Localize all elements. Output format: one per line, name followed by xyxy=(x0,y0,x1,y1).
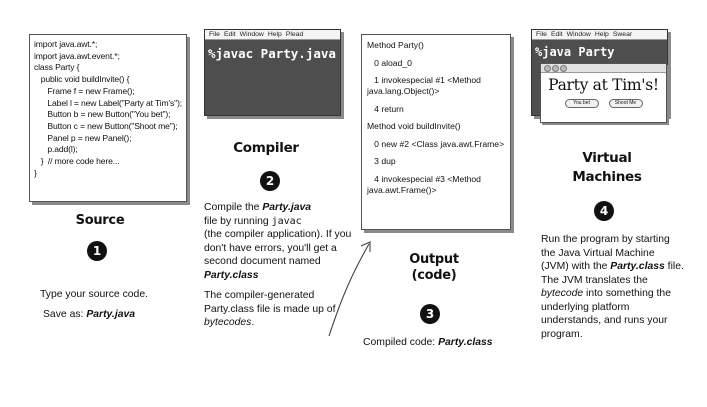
compile-source-filename: Party.java xyxy=(262,202,312,213)
flow-arrow xyxy=(325,232,385,342)
bytecode-line: Method void buildInvite() xyxy=(367,121,461,131)
menu-item-window[interactable]: Window xyxy=(239,31,264,38)
bytecode-output-card xyxy=(361,34,511,230)
step-3-badge: 3 xyxy=(420,304,440,324)
compiler-command: %javac Party.java xyxy=(208,46,336,61)
shoot-me-button[interactable]: Shoot Me xyxy=(609,99,643,108)
source-code-line: } // more code here... xyxy=(34,156,120,167)
source-code-line: Panel p = new Panel(); xyxy=(34,132,132,143)
menu-item-help[interactable]: Help xyxy=(594,31,609,38)
text-run: The compiler-generated Party.class file is made up of xyxy=(204,290,336,315)
vm-class-filename: Party.class xyxy=(610,261,665,272)
menu-item-file[interactable]: File xyxy=(536,31,547,38)
menu-item-swear[interactable]: Swear xyxy=(612,31,633,38)
source-code-line: Frame f = new Frame(); xyxy=(34,85,135,96)
compiler-label: Compiler xyxy=(233,140,299,156)
compiled-class-filename: Party.class xyxy=(204,269,259,281)
menu-item-help[interactable]: Help xyxy=(267,31,282,38)
source-code-card xyxy=(29,34,187,202)
you-bet-button[interactable]: You bet xyxy=(565,99,599,108)
close-icon[interactable] xyxy=(544,65,551,72)
menu-item-window[interactable]: Window xyxy=(566,31,591,38)
zoom-icon[interactable] xyxy=(560,65,567,72)
vm-menu-bar xyxy=(532,30,667,40)
menu-item-edit[interactable]: Edit xyxy=(550,31,563,38)
saveas-filename: Party.java xyxy=(86,308,136,320)
bytecode-line: 4 return xyxy=(367,103,404,114)
text-run: . xyxy=(251,317,255,328)
source-code-line: p.add(l); xyxy=(34,144,78,155)
source-code-line: import java.awt.*; xyxy=(34,39,98,49)
text-run: Run the program by starting the Java Virtual Machine (JVM) with the xyxy=(541,234,670,272)
menu-item-plead[interactable]: Plead xyxy=(285,31,304,38)
vm-label xyxy=(562,149,652,187)
text-run: file. The JVM translates the xyxy=(541,261,684,286)
compiler-terminal-window xyxy=(204,29,341,116)
source-code-lines xyxy=(34,39,186,179)
vm-label-line-2: Machines xyxy=(572,169,642,185)
bytecode-lines xyxy=(367,40,506,196)
party-app-window xyxy=(540,63,667,123)
source-code-line: } xyxy=(34,167,37,178)
bytecode-line: 0 aload_0 xyxy=(367,57,412,68)
bytecode-term: bytecode xyxy=(541,288,584,299)
source-code-line: public void buildInvite() { xyxy=(34,74,130,85)
bytecode-line: 1 invokespecial #1 <Method java.lang.Object()> xyxy=(367,75,484,96)
step-2-badge: 2 xyxy=(260,171,280,191)
output-filename: Party.class xyxy=(438,337,493,348)
saveas-prefix: Save as: xyxy=(43,308,87,320)
step-1-badge: 1 xyxy=(87,241,107,261)
source-code-line: import java.awt.event.*; xyxy=(34,50,120,61)
text-run: (the compiler application). If you don't have errors, you'll get a second document named xyxy=(204,229,352,267)
output-description xyxy=(363,336,513,350)
output-desc-prefix: Compiled code: xyxy=(363,337,439,348)
bytecode-line: Method Party() xyxy=(367,40,424,50)
text-run: file by running xyxy=(204,215,272,227)
step-4-badge: 4 xyxy=(594,201,614,221)
source-code-line: Button c = new Button("Shoot me"); xyxy=(34,120,178,131)
bytecode-line: 0 new #2 <Class java.awt.Frame> xyxy=(367,138,505,149)
output-label xyxy=(392,252,476,284)
compiler-menu-bar xyxy=(205,30,340,40)
text-run: into something the underlying platform understands, and runs your program. xyxy=(541,288,671,340)
bytecodes-term: bytecodes xyxy=(204,317,252,328)
vm-label-line-1: Virtual xyxy=(582,150,632,166)
source-description xyxy=(40,288,190,321)
vm-description xyxy=(541,233,684,341)
javac-command-name: javac xyxy=(271,215,302,227)
minimize-icon[interactable] xyxy=(552,65,559,72)
vm-command: %java Party xyxy=(535,45,615,59)
bytecode-line: 4 invokespecial #3 <Method java.awt.Frame()> xyxy=(367,173,484,195)
menu-item-file[interactable]: File xyxy=(209,31,220,38)
output-label-line-1: Output xyxy=(409,252,459,267)
source-code-line: Button b = new Button("You bet"); xyxy=(34,109,171,120)
source-desc-line: Type your source code. xyxy=(40,289,149,300)
party-window-buttons xyxy=(541,99,666,108)
output-label-line-2: (code) xyxy=(411,268,457,283)
source-code-line: Label l = new Label("Party at Tim's"); xyxy=(34,97,183,108)
bytecode-line: 3 dup xyxy=(367,156,396,166)
party-window-heading: Party at Tim's! xyxy=(548,76,659,94)
source-code-line: class Party { xyxy=(34,62,80,73)
menu-item-edit[interactable]: Edit xyxy=(223,31,236,38)
party-window-titlebar xyxy=(541,64,666,73)
source-saveas-line xyxy=(40,308,190,322)
source-label: Source xyxy=(75,213,125,228)
text-run: Compile the xyxy=(204,202,263,213)
